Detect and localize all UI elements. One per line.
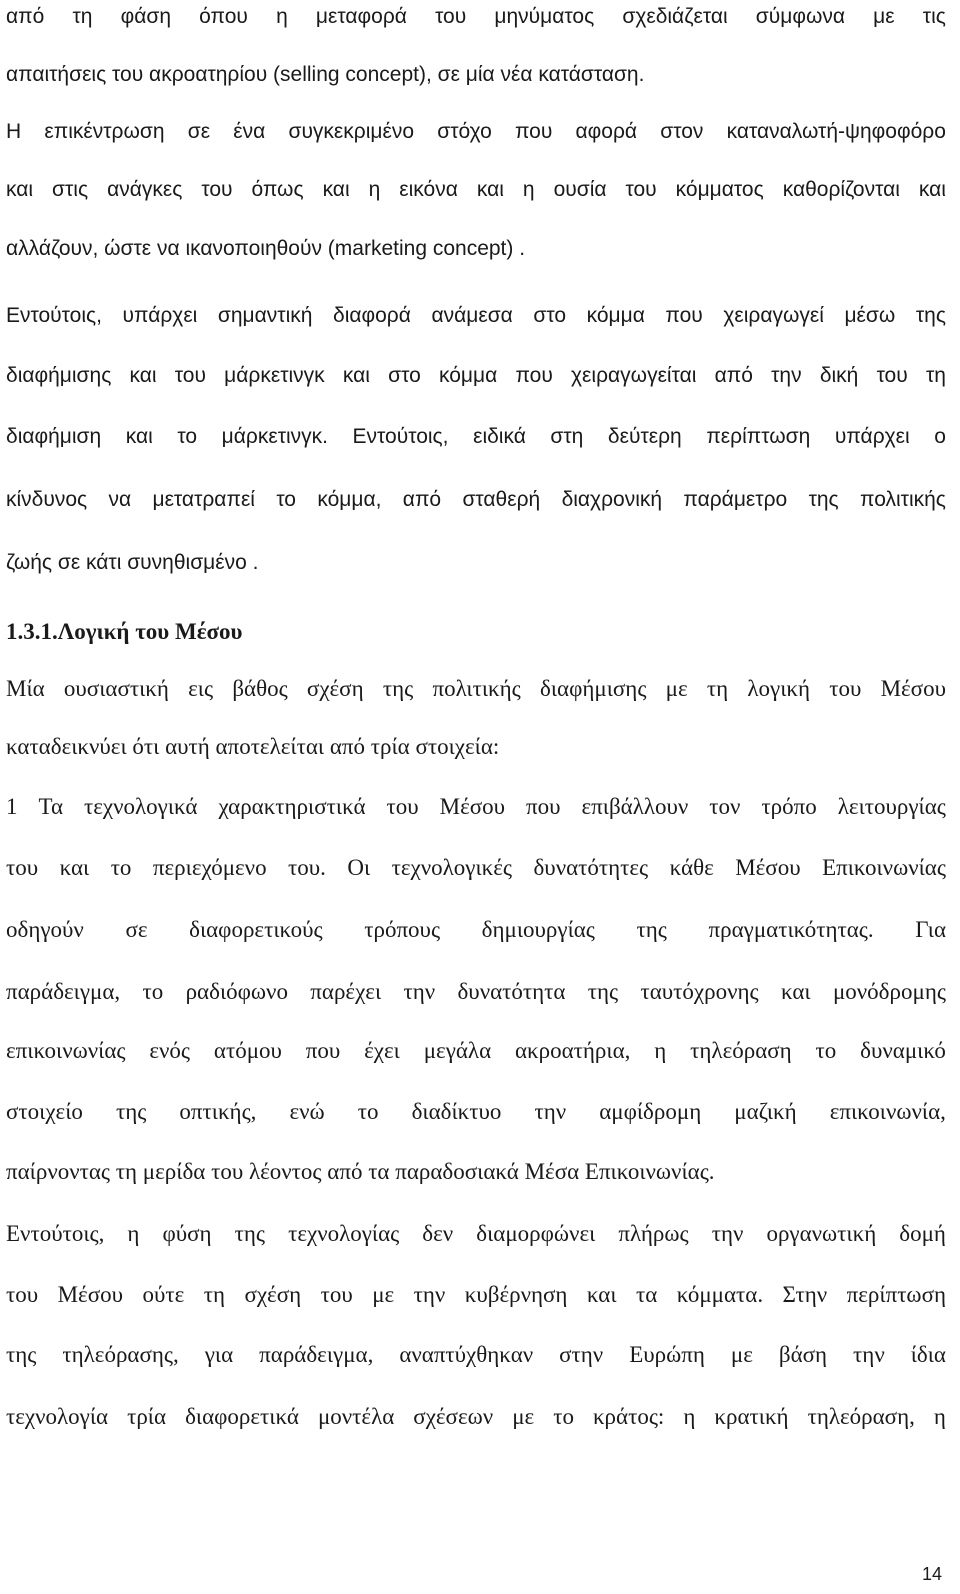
text-line: παράδειγμα, το ραδιόφωνο παρέχει την δυνατότητα της ταυτόχρονης και μονόδρομης — [6, 979, 946, 1004]
text-line: από τη φάση όπου η μεταφορά του μηνύματος σχεδιάζεται σύμφωνα με τις — [6, 5, 946, 28]
text-line: απαιτήσεις του ακροατηρίου (selling concept), σε μία νέα κατάσταση. — [6, 63, 645, 86]
page-number: 14 — [921, 1564, 942, 1584]
text-line: της τηλεόρασης, για παράδειγμα, αναπτύχθηκαν στην Ευρώπη με βάση την ίδια — [6, 1342, 946, 1367]
text-line: στοιχείο της οπτικής, ενώ το διαδίκτυο την αμφίδρομη μαζική επικοινωνία, — [6, 1099, 946, 1124]
text-line: διαφήμισης και του μάρκετινγκ και στο κόμμα που χειραγωγείται από την δική του τη — [6, 364, 946, 387]
text-line: και στις ανάγκες του όπως και η εικόνα και η ουσία του κόμματος καθορίζονται και — [6, 178, 946, 201]
text-line: παίρνοντας τη μερίδα του λέοντος από τα παραδοσιακά Μέσα Επικοινωνίας. — [6, 1159, 715, 1184]
text-line: κίνδυνος να μετατραπεί το κόμμα, από σταθερή διαχρονική παράμετρο της πολιτικής — [6, 488, 946, 511]
section-heading: 1.3.1.Λογική του Μέσου — [6, 619, 243, 644]
text-line: 1 Τα τεχνολογικά χαρακτηριστικά του Μέσου που επιβάλλουν τον τρόπο λειτουργίας — [6, 794, 946, 819]
text-line: επικοινωνίας ενός ατόμου που έχει μεγάλα ακροατήρια, η τηλεόραση το δυναμικό — [6, 1038, 946, 1063]
text-line: οδηγούν σε διαφορετικούς τρόπους δημιουργίας της πραγματικότητας. Για — [6, 917, 946, 942]
text-line: αλλάζουν, ώστε να ικανοποιηθούν (marketing concept) . — [6, 237, 526, 260]
text-line: διαφήμιση και το μάρκετινγκ. Εντούτοις, ειδικά στη δεύτερη περίπτωση υπάρχει ο — [6, 425, 946, 448]
text-line: Εντούτοις, η φύση της τεχνολογίας δεν διαμορφώνει πλήρως την οργανωτική δομή — [6, 1221, 946, 1246]
text-line: καταδεικνύει ότι αυτή αποτελείται από τρία στοιχεία: — [6, 734, 500, 759]
text-line: του και το περιεχόμενο του. Οι τεχνολογικές δυνατότητες κάθε Μέσου Επικοινωνίας — [6, 855, 946, 880]
text-line: τεχνολογία τρία διαφορετικά μοντέλα σχέσεων με το κράτος: η κρατική τηλεόραση, η — [6, 1404, 946, 1429]
text-line: Η επικέντρωση σε ένα συγκεκριμένο στόχο που αφορά στον καταναλωτή-ψηφοφόρο — [6, 120, 946, 143]
text-line: Μία ουσιαστική εις βάθος σχέση της πολιτικής διαφήμισης με τη λογική του Μέσου — [6, 676, 946, 701]
text-line: του Μέσου ούτε τη σχέση του με την κυβέρνηση και τα κόμματα. Στην περίπτωση — [6, 1282, 946, 1307]
text-line: ζωής σε κάτι συνηθισμένο . — [6, 551, 259, 574]
text-line: Εντούτοις, υπάρχει σημαντική διαφορά ανάμεσα στο κόμμα που χειραγωγεί μέσω της — [6, 304, 946, 327]
